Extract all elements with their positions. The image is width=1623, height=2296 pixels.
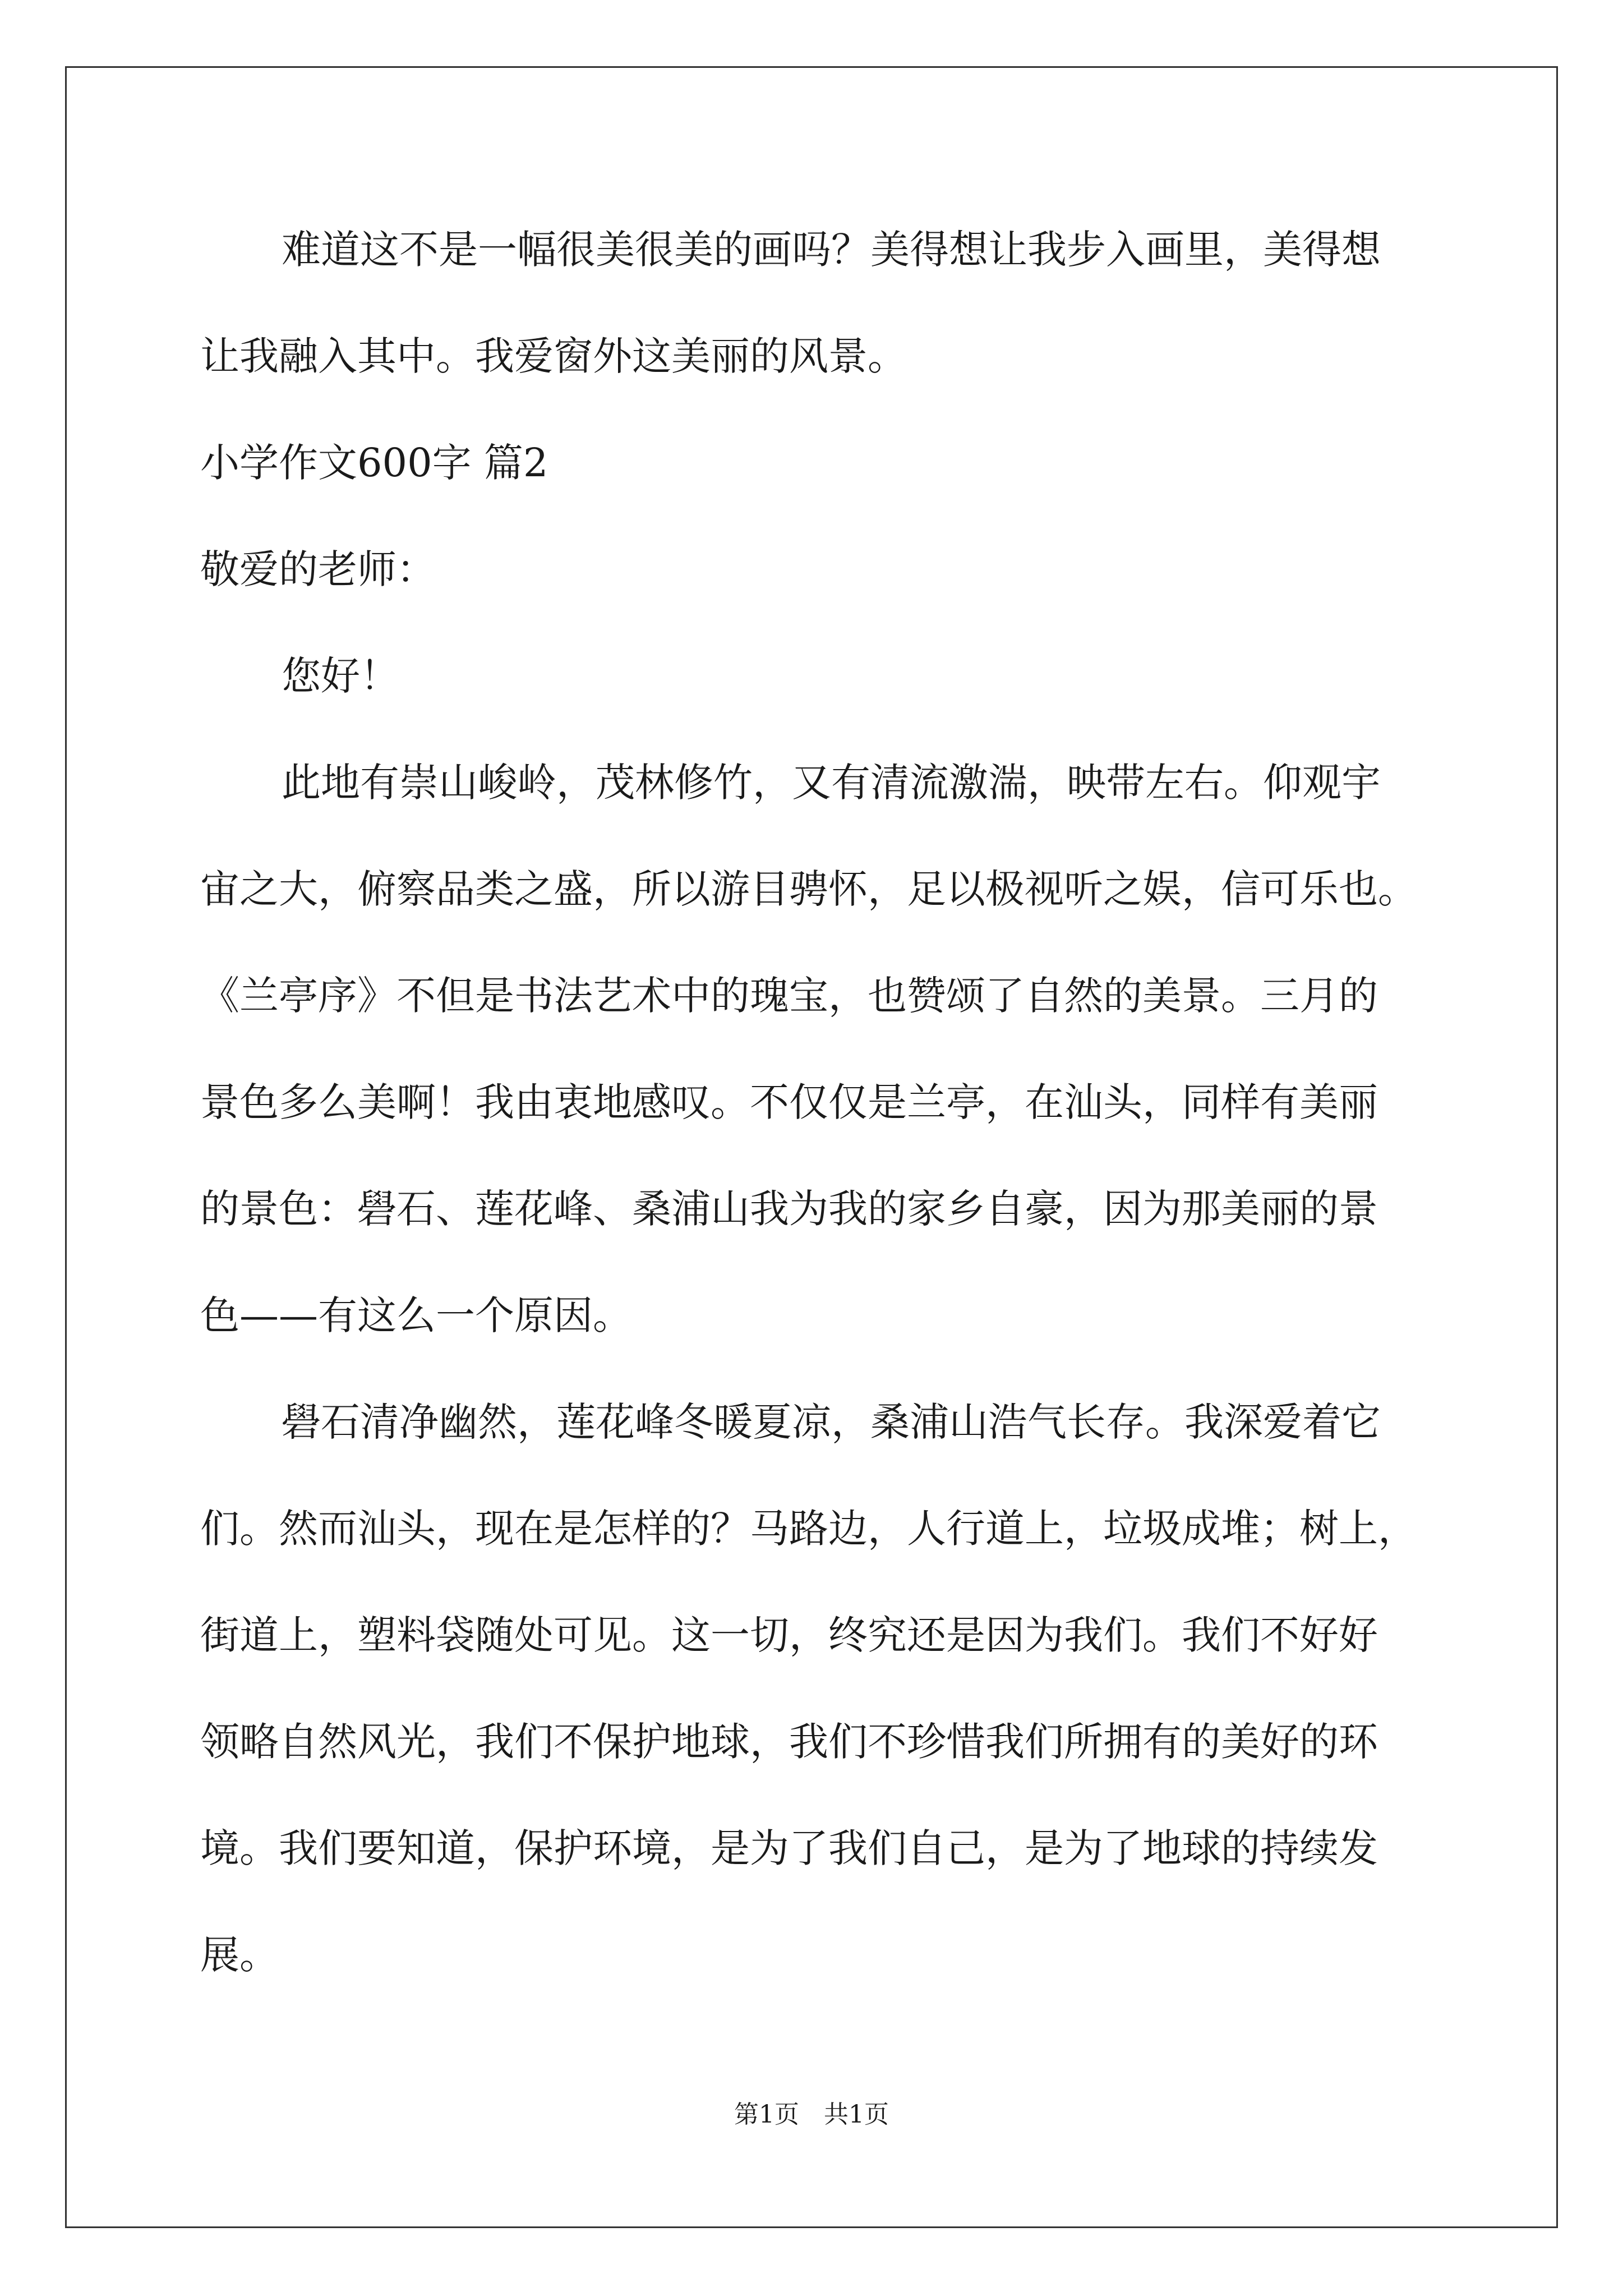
text-line: 领略自然风光，我们不保护地球，我们不珍惜我们所拥有的美好的环: [200, 1719, 1378, 1765]
text-line: 展。: [200, 1932, 279, 1978]
text-line: 此地有崇山峻岭，茂林修竹，又有清流激湍，映带左右。仰观宇: [282, 760, 1381, 806]
salutation: 敬爱的老师：: [200, 546, 436, 592]
text-line: 街道上，塑料袋随处可见。这一切，终究还是因为我们。我们不好好: [200, 1612, 1378, 1658]
text-line: 色——有这么一个原因。: [200, 1292, 632, 1338]
text-line: 让我融入其中。我爱窗外这美丽的风景。: [200, 333, 907, 379]
section-heading: 小学作文600字 篇2: [200, 440, 548, 486]
page-border: [65, 66, 1558, 2228]
page-footer: 第1页 共1页: [734, 2100, 889, 2129]
text-line: 宙之大，俯察品类之盛，所以游目骋怀，足以极视听之娱，信可乐也。: [200, 866, 1417, 912]
text-line: 《兰亭序》不但是书法艺术中的瑰宝，也赞颂了自然的美景。三月的: [200, 973, 1378, 1019]
greeting: 您好！: [282, 653, 399, 699]
text-line: 景色多么美啊！我由衷地感叹。不仅仅是兰亭，在汕头，同样有美丽: [200, 1079, 1378, 1125]
text-line: 境。我们要知道，保护环境，是为了我们自己，是为了地球的持续发: [200, 1825, 1378, 1871]
text-line: 的景色：礐石、莲花峰、桑浦山我为我的家乡自豪，因为那美丽的景: [200, 1186, 1378, 1232]
text-line: 礐石清净幽然，莲花峰冬暖夏凉，桑浦山浩气长存。我深爱着它: [282, 1399, 1381, 1445]
text-line: 难道这不是一幅很美很美的画吗？美得想让我步入画里，美得想: [282, 227, 1381, 273]
text-line: 们。然而汕头，现在是怎样的？马路边，人行道上，垃圾成堆；树上，: [200, 1506, 1417, 1552]
